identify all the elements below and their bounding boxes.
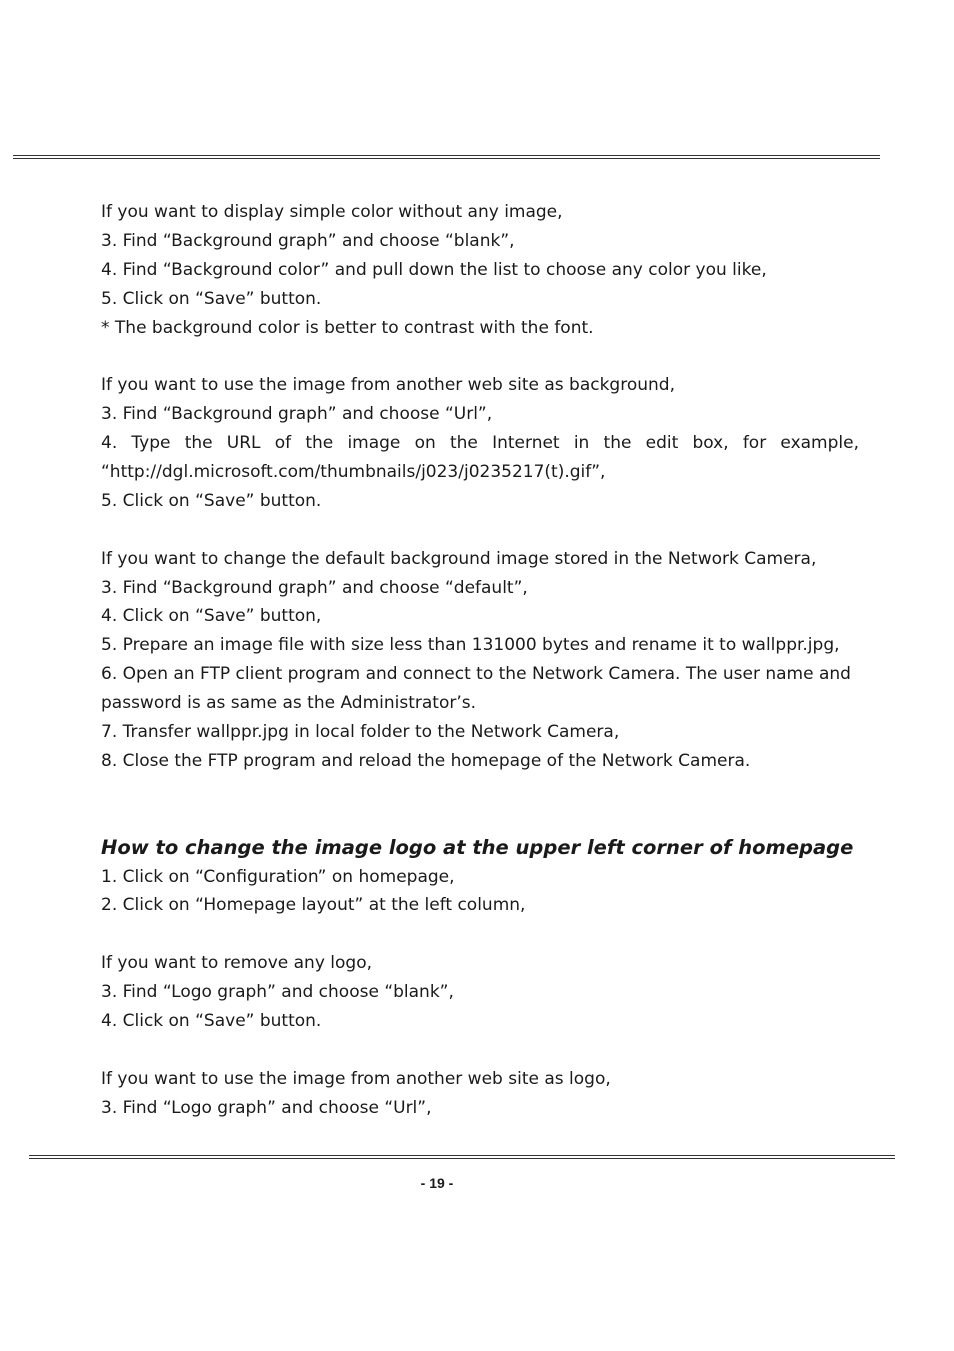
bg-default-step: 6. Open an FTP client program and connect to the Network Camera. The user name and: [101, 664, 851, 685]
bg-default-intro: If you want to change the default background image stored in the Network Camera,: [101, 548, 817, 569]
footer-rule: [29, 1155, 895, 1159]
header-rule: [13, 155, 880, 159]
bg-blank-step: 5. Click on “Save” button.: [101, 288, 322, 309]
logo-url-intro: If you want to use the image from another web site as logo,: [101, 1068, 611, 1089]
page-number: - 19 -: [420, 1175, 454, 1191]
logo-remove-step: 4. Click on “Save” button.: [101, 1010, 322, 1031]
bg-default-step: 5. Prepare an image file with size less than 131000 bytes and rename it to wallppr.jpg,: [101, 635, 840, 656]
bg-url-step: 4. Type the URL of the image on the Internet in the edit box, for example,: [101, 433, 859, 454]
bg-blank-step: 3. Find “Background graph” and choose “blank”,: [101, 230, 515, 251]
logo-remove-step: 3. Find “Logo graph” and choose “blank”,: [101, 982, 454, 1003]
bg-blank-step: 4. Find “Background color” and pull down the list to choose any color you like,: [101, 259, 767, 280]
bg-url-intro: If you want to use the image from another web site as background,: [101, 375, 675, 396]
logo-remove-intro: If you want to remove any logo,: [101, 953, 373, 974]
logo-step: 2. Click on “Homepage layout” at the left column,: [101, 895, 526, 916]
bg-blank-intro: If you want to display simple color without any image,: [101, 202, 563, 222]
page-body: [101, 198, 859, 1123]
logo-step: 1. Click on “Configuration” on homepage,: [101, 866, 455, 887]
bg-url-example: “http://dgl.microsoft.com/thumbnails/j023/j0235217(t).gif”,: [101, 462, 606, 483]
bg-url-step: 3. Find “Background graph” and choose “Url”,: [101, 404, 493, 425]
bg-default-step: password is as same as the Administrator’s.: [101, 693, 477, 714]
bg-default-step: 3. Find “Background graph” and choose “default”,: [101, 577, 528, 598]
logo-section-heading: How to change the image logo at the upper left corner of homepage: [101, 835, 854, 859]
bg-default-step: 7. Transfer wallppr.jpg in local folder to the Network Camera,: [101, 722, 620, 743]
bg-url-step: 5. Click on “Save” button.: [101, 490, 322, 511]
bg-default-step: 4. Click on “Save” button,: [101, 606, 322, 627]
bg-blank-note: * The background color is better to contrast with the font.: [101, 317, 594, 338]
bg-default-step: 8. Close the FTP program and reload the homepage of the Network Camera.: [101, 750, 751, 771]
logo-url-step: 3. Find “Logo graph” and choose “Url”,: [101, 1097, 432, 1118]
